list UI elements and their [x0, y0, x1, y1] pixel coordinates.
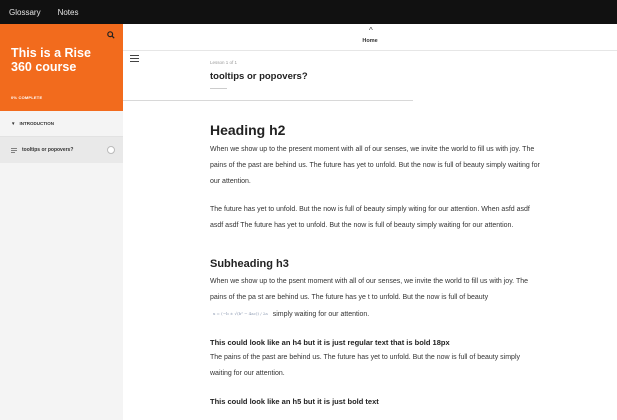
bold-18px-text: This could look like an h4 but it is just regular text that is bold 18px	[210, 337, 450, 347]
course-header	[0, 24, 123, 111]
heading-h2: Heading h2	[210, 122, 286, 138]
paragraph-1: When we show up to the present moment with all of our senses, we invite the world to fill us with joy. The pains of the past are behind us. The future has yet to unfold. But the now is full of beauty simply waiting for our attention.	[210, 146, 540, 185]
section-introduction[interactable]	[0, 111, 123, 137]
home-bar[interactable]	[123, 24, 617, 51]
chevron-up-icon: ^	[369, 26, 373, 35]
bold-text: This could look like an h5 but it is just bold text	[210, 396, 379, 406]
paragraph-2: The future has yet to unfold. But the now is full of beauty simply witing for our attention. When asfd asdf asdf asdf The future has yet to unfold. But the now is full of beauty simply waiting for our attention.	[210, 206, 530, 229]
lesson-title: tooltips or popovers?	[210, 71, 308, 82]
lesson-main	[123, 24, 617, 420]
section-label: INTRODUCTION	[19, 121, 54, 126]
search-icon[interactable]	[107, 31, 115, 39]
home-label: Home	[362, 38, 378, 44]
text-lines-icon	[11, 148, 17, 153]
lesson-content	[210, 122, 540, 408]
progress-text: 0% COMPLETE	[11, 95, 43, 100]
sidebar-lesson-item[interactable]	[0, 137, 123, 163]
subheading-h3: Subheading h3	[210, 258, 289, 270]
lesson-count: Lesson 1 of 1	[210, 60, 238, 65]
paragraph-3	[210, 274, 540, 323]
course-sidebar	[0, 24, 123, 420]
lesson-divider	[123, 100, 413, 101]
paragraph-4: The pains of the past are behind us. The future has yet to unfold. But the now is full of beauty simply waiting for our attention.	[210, 353, 520, 377]
paragraph-3-end: simply waiting for our attention.	[272, 310, 370, 318]
quadratic-formula: x = (−b ± √(b² − 4ac)) / 2a	[213, 311, 268, 316]
top-navigation-bar	[0, 0, 617, 24]
course-title: This is a Rise 360 course	[11, 46, 91, 74]
glossary-tab[interactable]: Glossary	[9, 7, 41, 17]
title-divider	[210, 88, 227, 89]
completion-circle-icon	[107, 146, 115, 154]
notes-tab[interactable]: Notes	[57, 7, 79, 17]
paragraph-3-start: When we show up to the psent moment with all of our senses, we invite the world to fill us with joy. The pains of the pa st are behind us. The future has ye t to unfold. But the now is full of beauty	[210, 278, 529, 301]
hamburger-menu-icon[interactable]	[130, 55, 139, 62]
sidebar-lesson-label: tooltips or popovers?	[22, 147, 74, 153]
caret-down-icon: ▼	[11, 121, 16, 126]
